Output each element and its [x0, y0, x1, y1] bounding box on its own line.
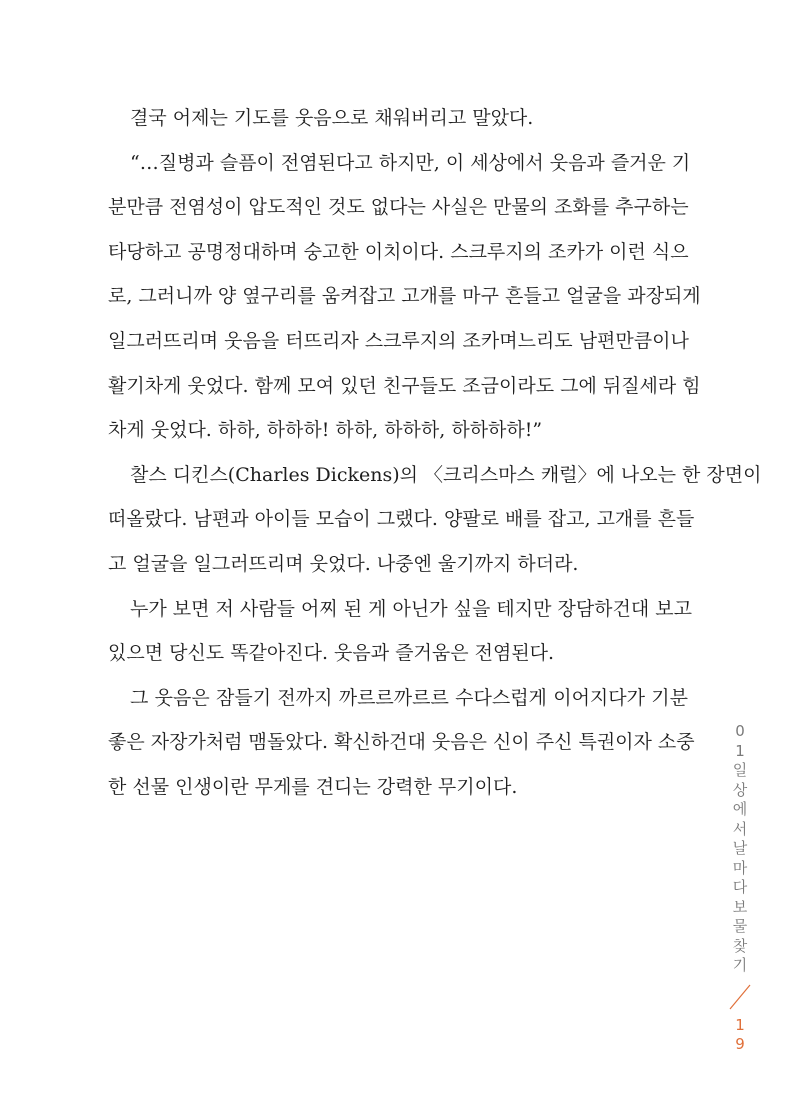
body-line: 타당하고 공명정대하며 숭고한 이치이다. 스크루지의 조카가 이런 식으	[108, 240, 689, 263]
body-line: 찰스 디킨스(Charles Dickens)의 〈크리스마스 캐럴〉에 나오는 한 장면이	[130, 463, 762, 486]
body-line: 한 선물 인생이란 무게를 견디는 강력한 무기이다.	[108, 775, 518, 798]
body-line: 누가 보면 저 사람들 어찌 된 게 아닌가 싶을 테지만 장담하건대 보고	[130, 597, 692, 620]
running-head	[726, 722, 754, 1055]
chapter-title-char: 상	[732, 780, 748, 799]
body-text	[108, 96, 762, 810]
page-number	[726, 1016, 754, 1055]
chapter-number-digit: 1	[735, 741, 745, 760]
chapter-title-char: 일	[732, 761, 748, 779]
chapter-title-char: 찾	[732, 936, 748, 955]
body-line: 떠올랐다. 남편과 아이들 모습이 그랬다. 양팔로 배를 잡고, 고개를 흔들	[108, 508, 695, 531]
page-number-digit: 1	[735, 1015, 745, 1034]
page-number-digit: 9	[735, 1035, 745, 1053]
chapter-title-char: 서	[732, 819, 748, 838]
body-line: 차게 웃었다. 하하, 하하하! 하하, 하하하, 하하하하!”	[108, 419, 543, 442]
body-line: 그 웃음은 잠들기 전까지 까르르까르르 수다스럽게 이어지다가 기분	[130, 686, 688, 709]
body-line: 고 얼굴을 일그러뜨리며 웃었다. 나중엔 울기까지 하더라.	[108, 552, 579, 575]
chapter-title	[726, 761, 754, 976]
chapter-title-char: 에	[732, 800, 748, 818]
chapter-title-char: 물	[732, 917, 748, 935]
body-line: 로, 그러니까 양 옆구리를 움켜잡고 고개를 마구 흔들고 얼굴을 과장되게	[108, 285, 701, 308]
chapter-title-char: 보	[732, 897, 748, 916]
divider-slash	[726, 982, 754, 1012]
chapter-title-char: 기	[732, 956, 748, 974]
body-line: 있으면 당신도 똑같아진다. 웃음과 즐거움은 전염된다.	[108, 642, 555, 665]
chapter-number	[726, 722, 754, 761]
body-line: 분만큼 전염성이 압도적인 것도 없다는 사실은 만물의 조화를 추구하는	[108, 196, 689, 219]
body-line: 일그러뜨리며 웃음을 터뜨리자 스크루지의 조카며느리도 남편만큼이나	[108, 329, 689, 352]
chapter-number-digit: 0	[735, 722, 745, 740]
chapter-title-char: 다	[732, 878, 748, 896]
body-line: 결국 어제는 기도를 웃음으로 채워버리고 말았다.	[130, 107, 534, 129]
chapter-title-char: 마	[732, 858, 748, 877]
chapter-title-char: 날	[732, 839, 748, 857]
body-line: 활기차게 웃었다. 함께 모여 있던 친구들도 조금이라도 그에 뒤질세라 힘	[108, 374, 701, 397]
body-line: 좋은 자장가처럼 맴돌았다. 확신하건대 웃음은 신이 주신 특권이자 소중	[108, 731, 695, 754]
body-line: “…질병과 슬픔이 전염된다고 하지만, 이 세상에서 웃음과 즐거운 기	[130, 151, 691, 174]
